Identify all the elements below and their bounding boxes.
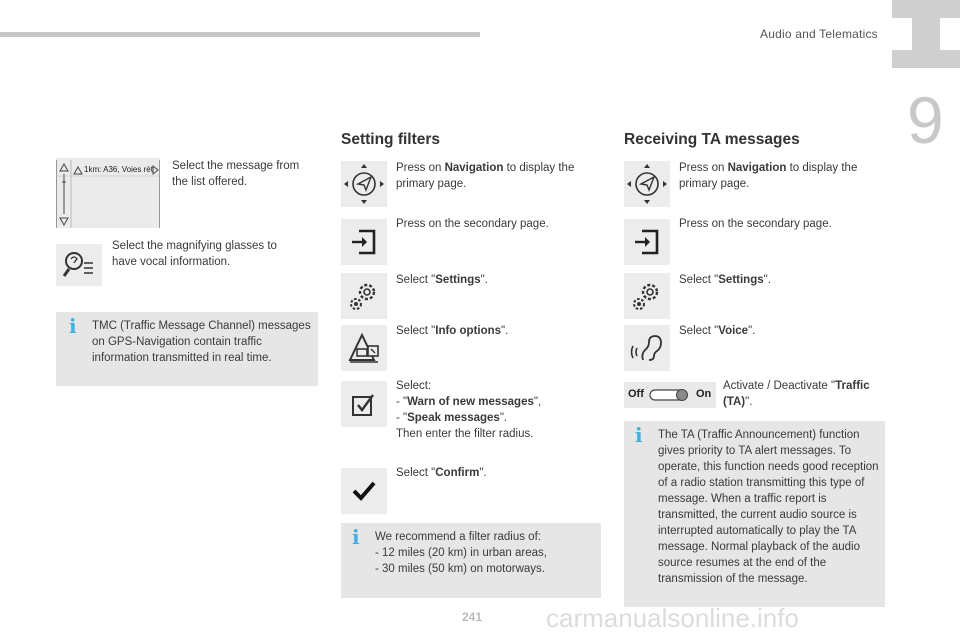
- chapter-number: 9: [907, 83, 944, 157]
- filters-step5-item2: - "Speak messages".: [396, 412, 508, 424]
- navigation-icon: [625, 162, 669, 206]
- note-line-2: - 12 miles (20 km) in urban areas,: [375, 547, 547, 559]
- settings-gear-icon: [629, 278, 665, 314]
- secondary-page-icon: [349, 227, 379, 257]
- tmc-info-text: TMC (Traffic Message Channel) messages on GPS-Navigation contain traffic information transmitted in real time.: [92, 320, 311, 364]
- ta-step3-text: Select "Settings".: [679, 274, 771, 286]
- magnifier-icon-box: [56, 244, 102, 286]
- note-line-3: - 30 miles (50 km) on motorways.: [375, 563, 545, 575]
- confirm-icon-box: [341, 468, 387, 514]
- magnify-text: Select the magnifying glasses to have vocal information.: [112, 240, 277, 268]
- filter-radius-note: [375, 529, 597, 577]
- screen-message-text: 1km: A36, Voies rét: [84, 165, 153, 174]
- filter-options-icon-box: [341, 381, 387, 427]
- checkbox-edit-icon: [349, 389, 379, 419]
- info-options-icon-box: [341, 325, 387, 371]
- select-message-text: Select the message from the list offered.: [172, 160, 300, 188]
- chapter-tab-cut-right: [940, 18, 960, 50]
- ta-note-text: The TA (Traffic Announcement) function gives priority to TA alert messages. To operate, this function needs good reception of a radio station transmitting this type of message. When a traffic report is transmitted, the current audio source is interrupted automatically to play the TA message. Normal playback of the audio source resumes at the end of the transmission of the message.: [658, 429, 879, 585]
- filters-step4-text: Select "Info options".: [396, 325, 509, 337]
- toggle-off-label: Off: [628, 388, 644, 400]
- voice-icon: [629, 330, 665, 366]
- setting-filters-title: Setting filters: [341, 131, 441, 148]
- secondary-page-icon-box-1: [341, 219, 387, 265]
- magnifier-icon: [61, 249, 97, 281]
- filters-step5-line1: Select:: [396, 380, 432, 392]
- traffic-info-icon: [346, 330, 382, 366]
- checkmark-icon: [349, 476, 379, 506]
- navigation-icon: [342, 162, 386, 206]
- filters-step1-text: Press on Navigation to display the primary page.: [396, 162, 575, 190]
- settings-icon-box-2: [624, 273, 670, 319]
- filters-step5-text: [396, 378, 601, 442]
- traffic-message-screen: [56, 158, 160, 228]
- ta-step4-text: Select "Voice".: [679, 325, 756, 337]
- note-line-1: We recommend a filter radius of:: [375, 531, 541, 543]
- ta-step1-text: Press on Navigation to display the primary page.: [679, 162, 858, 190]
- info-icon: i: [69, 314, 77, 338]
- ta-note-box: [624, 421, 885, 607]
- page-number: 241: [462, 610, 483, 624]
- settings-icon-box-1: [341, 273, 387, 319]
- chapter-tab-cut-left: [892, 18, 912, 50]
- secondary-page-icon-box-2: [624, 219, 670, 265]
- filters-step5-item1: - "Warn of new messages",: [396, 396, 542, 408]
- ta-step5-text: Activate / Deactivate "Traffic (TA)".: [723, 380, 870, 408]
- secondary-page-icon: [632, 227, 662, 257]
- info-icon: i: [635, 423, 643, 447]
- settings-gear-icon: [346, 278, 382, 314]
- filter-radius-note-box: [341, 523, 601, 598]
- page-header-title: Audio and Telematics: [760, 27, 878, 41]
- voice-icon-box: [624, 325, 670, 371]
- info-icon: i: [352, 525, 360, 549]
- ta-step2-text: Press on the secondary page.: [679, 218, 832, 230]
- header-rule: [0, 32, 480, 37]
- tmc-info-box: [56, 312, 318, 386]
- nav-icon-box-1: [341, 161, 387, 207]
- filters-step5-line4: Then enter the filter radius.: [396, 428, 534, 440]
- receiving-ta-title: Receiving TA messages: [624, 131, 800, 148]
- filters-step6-text: Select "Confirm".: [396, 467, 487, 479]
- toggle-track-icon: [649, 387, 689, 403]
- filters-step2-text: Press on the secondary page.: [396, 218, 549, 230]
- nav-icon-box-2: [624, 161, 670, 207]
- watermark: carmanualsonline.info: [546, 603, 799, 633]
- toggle-on-label: On: [696, 388, 712, 400]
- ta-toggle-switch[interactable]: [624, 382, 716, 408]
- filters-step3-text: Select "Settings".: [396, 274, 488, 286]
